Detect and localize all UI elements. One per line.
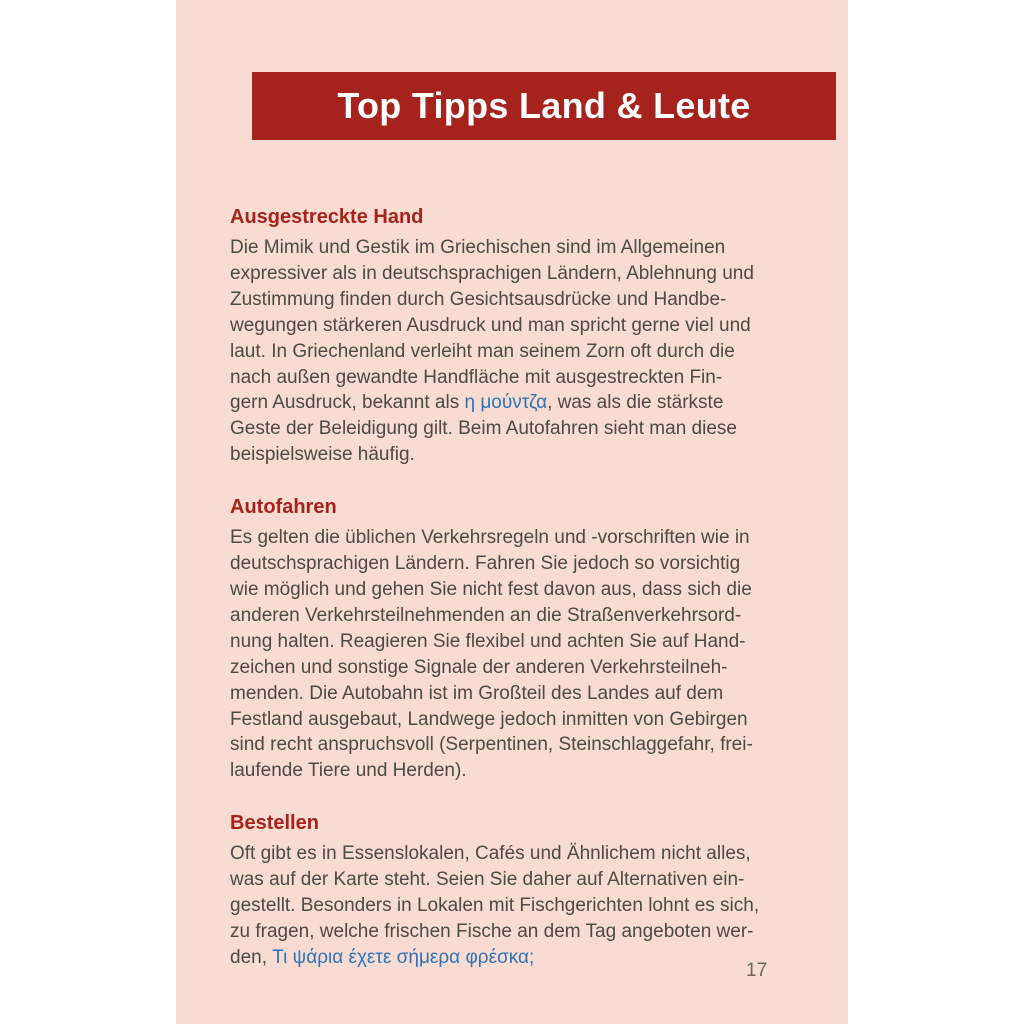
text-run: zeichen und sonstige Signale der anderen Verkehrsteilneh- xyxy=(230,656,728,678)
text-run: sind recht anspruchsvoll (Serpentinen, Steinschlaggefahr, frei- xyxy=(230,734,753,756)
paragraph-line xyxy=(230,603,808,629)
paragraph-line xyxy=(230,416,808,442)
text-run: Die Mimik und Gestik im Griechischen sind im Allgemeinen xyxy=(230,237,726,258)
chapter-banner xyxy=(252,72,836,140)
paragraph-line xyxy=(230,681,808,707)
text-run: was auf der Karte steht. Seien Sie daher auf Alternativen ein- xyxy=(230,869,745,891)
section xyxy=(230,495,808,784)
section-heading: Ausgestreckte Hand xyxy=(230,206,424,228)
paragraph-line xyxy=(230,390,808,416)
text-run: Festland ausgebaut, Landwege jedoch inmitten von Gebirgen xyxy=(230,708,748,730)
section-heading: Autofahren xyxy=(230,496,337,519)
paragraph-line xyxy=(230,655,808,681)
text-run: laut. In Griechenland verleiht man seinem Zorn oft durch die xyxy=(230,340,735,362)
text-run: Oft gibt es in Essenslokalen, Cafés und Ähnlichem nicht alles, xyxy=(230,843,751,865)
paragraph-line xyxy=(230,758,808,784)
paragraph-line xyxy=(230,945,808,971)
text-run: Geste der Beleidigung gilt. Beim Autofahren sieht man diese xyxy=(230,418,737,440)
text-run: wie möglich und gehen Sie nicht fest davon aus, dass sich die xyxy=(230,578,752,600)
text-run: deutschsprachigen Ländern. Fahren Sie jedoch so vorsichtig xyxy=(230,553,741,575)
paragraph-line xyxy=(230,841,808,867)
text-run: Zustimmung finden durch Gesichtsausdrücke und Handbe- xyxy=(230,288,727,310)
paragraph-line xyxy=(230,867,808,893)
section-paragraph xyxy=(230,841,808,971)
paragraph-line xyxy=(230,365,808,391)
text-run: den, xyxy=(230,946,273,968)
text-run: nung halten. Reagieren Sie flexibel und achten Sie auf Hand- xyxy=(230,630,746,652)
paragraph-line xyxy=(230,525,808,551)
section-heading: Bestellen xyxy=(230,812,319,835)
page-content xyxy=(230,205,808,998)
greek-phrase: η μούντζα xyxy=(464,392,548,414)
text-run: gern Ausdruck, bekannt als xyxy=(230,392,465,414)
paragraph-line xyxy=(230,919,808,945)
text-run: gestellt. Besonders in Lokalen mit Fischgerichten lohnt es sich, xyxy=(230,895,760,917)
page-number: 17 xyxy=(746,960,768,981)
text-run: wegungen stärkeren Ausdruck und man spricht gerne viel und xyxy=(230,314,751,336)
text-run: anderen Verkehrsteilnehmenden an die Straßenverkehrsord- xyxy=(230,604,742,626)
text-run: nach außen gewandte Handfläche mit ausgestreckten Fin- xyxy=(230,366,723,388)
paragraph-line xyxy=(230,261,808,287)
text-run: expressiver als in deutschsprachigen Ländern, Ablehnung und xyxy=(230,262,754,284)
book-page xyxy=(176,0,848,1024)
text-run: , was als die stärkste xyxy=(547,392,724,414)
paragraph-line xyxy=(230,313,808,339)
paragraph-line xyxy=(230,893,808,919)
paragraph-line xyxy=(230,732,808,758)
greek-phrase: Τι ψάρια έχετε σήμερα φρέσκα; xyxy=(272,946,535,968)
text-run: beispielsweise häufig. xyxy=(230,444,415,466)
section-paragraph xyxy=(230,525,808,784)
text-run: laufende Tiere und Herden). xyxy=(230,760,467,782)
paragraph-line xyxy=(230,551,808,577)
section xyxy=(230,205,808,468)
section xyxy=(230,811,808,971)
chapter-title: Top Tipps Land & Leute xyxy=(337,85,751,126)
text-run: menden. Die Autobahn ist im Großteil des Landes auf dem xyxy=(230,682,724,704)
section-paragraph xyxy=(230,235,808,468)
paragraph-line xyxy=(230,287,808,313)
paragraph-line xyxy=(230,235,808,261)
paragraph-line xyxy=(230,629,808,655)
paragraph-line xyxy=(230,442,808,468)
paragraph-line xyxy=(230,339,808,365)
paragraph-line xyxy=(230,707,808,733)
text-run: Es gelten die üblichen Verkehrsregeln und -vorschriften wie in xyxy=(230,527,750,549)
paragraph-line xyxy=(230,577,808,603)
text-run: zu fragen, welche frischen Fische an dem Tag angeboten wer- xyxy=(230,920,754,942)
